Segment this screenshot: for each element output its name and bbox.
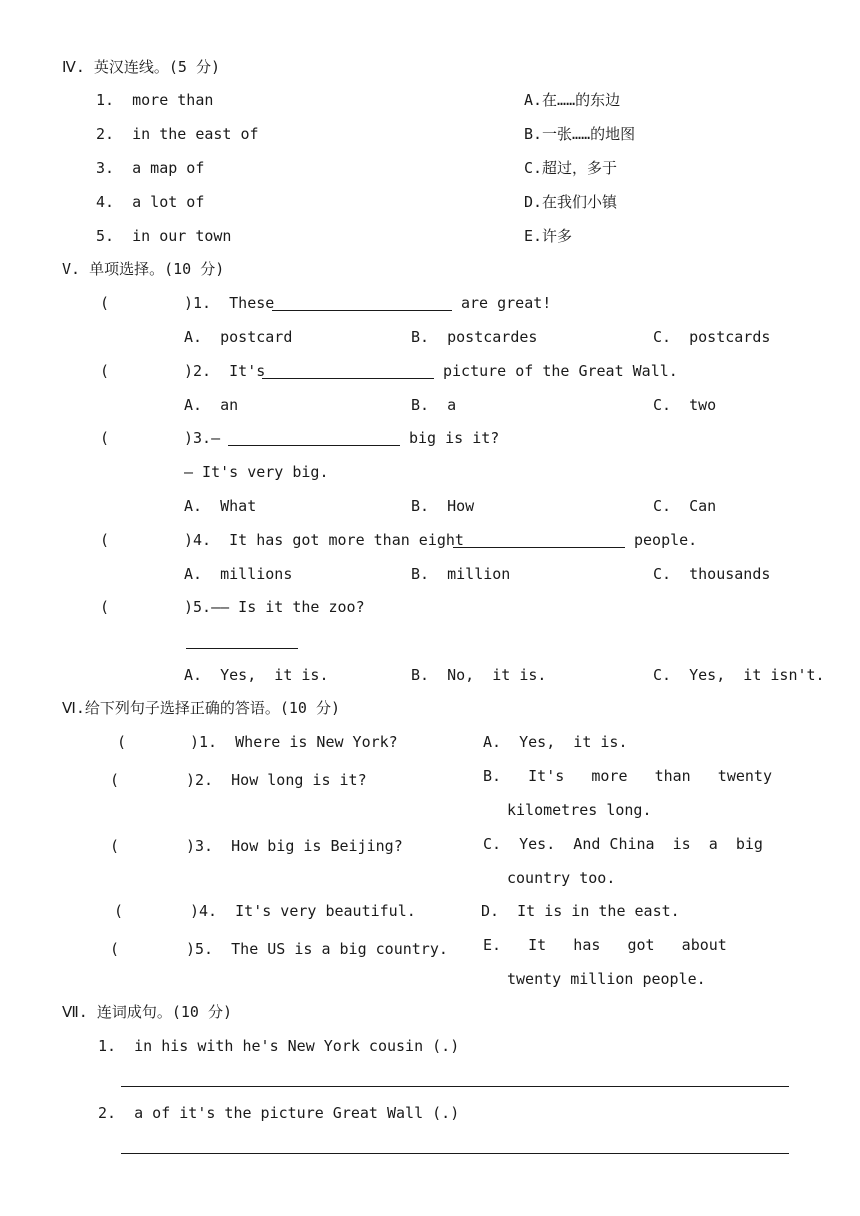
question-3-answer: — It's very big. [184,463,329,481]
option-c: C. postcards [653,328,771,346]
match-left-5: 5. in our town [96,227,232,245]
answer-paren-open: ( [100,429,110,447]
option-a: A. Yes, it is. [184,666,329,684]
option-a: A. postcard [184,328,293,346]
answer-paren-open: ( [100,598,110,616]
match-left-3: 3. a map of [96,159,205,177]
response-e-line-2: twenty million people. [507,970,706,988]
answer-paren-open: ( [114,902,124,920]
question-5-stem: )5.—— Is it the zoo? [184,598,365,616]
question-6-2: )2. How long is it? [186,771,367,789]
question-2-stem: )2. It's [184,362,266,380]
section-4-title: Ⅳ. 英汉连线。(5 分) [62,58,221,76]
question-4-stem: )4. It has got more than eight [184,531,464,549]
section-5-title: V. 单项选择。(10 分) [62,260,225,278]
answer-paren-open: ( [110,837,120,855]
answer-paren-open: ( [100,362,110,380]
match-right-d: D.在我们小镇 [524,193,618,211]
answer-paren-open: ( [117,733,127,751]
match-left-2: 2. in the east of [96,125,259,143]
reorder-item-1: 1. in his with he's New York cousin (.) [98,1037,460,1055]
question-6-5: )5. The US is a big country. [186,940,448,958]
question-6-4: )4. It's very beautiful. [190,902,416,920]
option-b: B. No, it is. [411,666,547,684]
option-c: C. two [653,396,717,414]
question-4-tail: people. [634,531,698,549]
answer-blank[interactable] [186,648,298,649]
match-right-e: E.许多 [524,227,573,245]
response-e-line-1: E. It has got about [483,936,727,954]
question-1-tail: are great! [461,294,552,312]
option-a: A. What [184,497,257,515]
response-c-line-1: C. Yes. And China is a big [483,835,763,853]
question-2-tail: picture of the Great Wall. [443,362,678,380]
option-b: B. a [411,396,457,414]
response-b-line-1: B. It's more than twenty [483,767,772,785]
response-b-line-2: kilometres long. [507,801,652,819]
answer-paren-open: ( [110,940,120,958]
answer-blank[interactable] [272,310,452,311]
option-a: A. an [184,396,239,414]
option-b: B. postcardes [411,328,538,346]
section-6-title: Ⅵ.给下列句子选择正确的答语。(10 分) [62,699,341,717]
match-right-c: C.超过，多于 [524,159,618,177]
match-left-1: 1. more than [96,91,214,109]
answer-paren-open: ( [110,771,120,789]
option-c: C. thousands [653,565,771,583]
question-6-3: )3. How big is Beijing? [186,837,403,855]
answer-blank[interactable] [228,445,400,446]
option-c: C. Can [653,497,717,515]
question-1-stem: )1. These [184,294,275,312]
option-a: A. millions [184,565,293,583]
answer-line[interactable] [121,1153,789,1154]
response-a: A. Yes, it is. [483,733,628,751]
option-c: C. Yes, it isn't. [653,666,825,684]
answer-paren-open: ( [100,294,110,312]
reorder-item-2: 2. a of it's the picture Great Wall (.) [98,1104,460,1122]
question-3-stem: )3.— [184,429,221,447]
response-d: D. It is in the east. [481,902,680,920]
match-right-b: B.一张……的地图 [524,125,636,143]
option-b: B. million [411,565,511,583]
answer-paren-open: ( [100,531,110,549]
section-7-title: Ⅶ. 连词成句。(10 分) [62,1003,233,1021]
answer-blank[interactable] [453,547,625,548]
answer-line[interactable] [121,1086,789,1087]
option-b: B. How [411,497,475,515]
question-3-tail: big is it? [409,429,500,447]
question-6-1: )1. Where is New York? [190,733,398,751]
match-left-4: 4. a lot of [96,193,205,211]
answer-blank[interactable] [262,378,434,379]
response-c-line-2: country too. [507,869,616,887]
match-right-a: A.在……的东边 [524,91,621,109]
